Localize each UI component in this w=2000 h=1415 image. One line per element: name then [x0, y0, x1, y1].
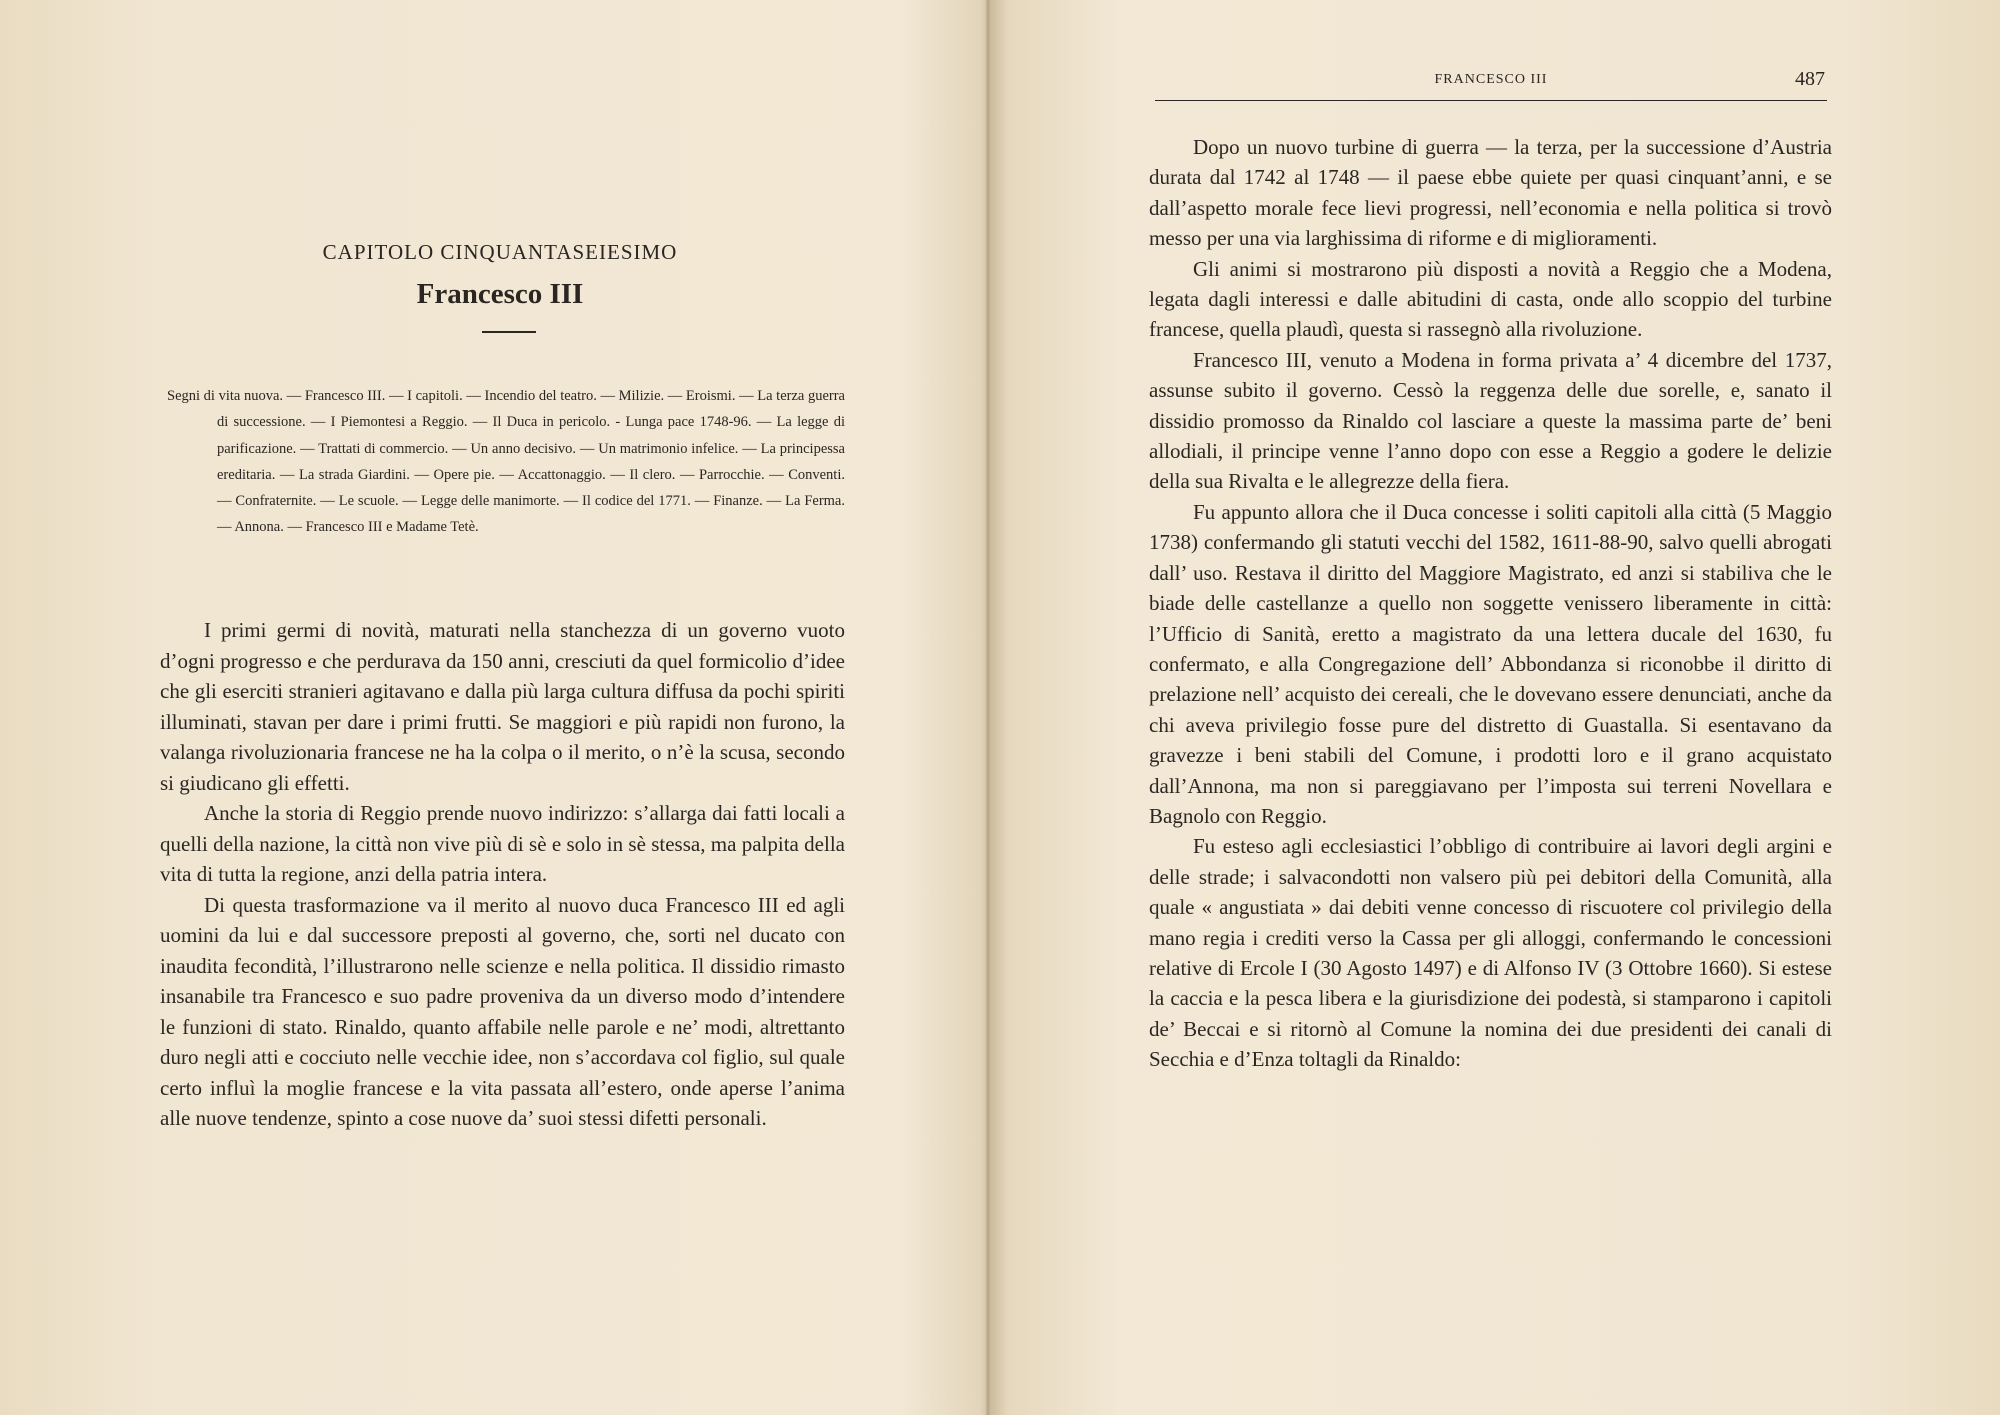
right-page-body [1149, 132, 1832, 1075]
chapter-label: CAPITOLO CINQUANTASEIESIMO [322, 240, 678, 264]
paragraph: Gli animi si mostrarono più disposti a novità a Reggio che a Modena, legata dagli interessi e dalle abitudini di casta, onde allo scoppio del turbine francese, quella plaudì, questa si rassegnò alla rivoluzione. [1149, 256, 1832, 342]
running-head-rule [1155, 100, 1827, 101]
left-page-body [160, 615, 845, 1134]
chapter-title-rule [482, 331, 536, 333]
right-page [991, 0, 2000, 1415]
paragraph: Francesco III, venuto a Modena in forma privata a’ 4 dicembre del 1737, assunse subito il governo. Cessò la reggenza delle due sorelle, e, sanato il dissidio promosso da Rinaldo col lasciare a queste la massima parte de’ beni allodiali, il principe venne l’anno dopo con esse a Reggio a godere le delizie della sua Rivalta e le allegrezze della fiera. [1149, 347, 1832, 494]
paragraph: Fu esteso agli ecclesiastici l’obbligo di contribuire ai lavori degli argini e delle strade; i salvacondotti non valsero più pei debitori della Comunità, alla quale « angustiata » dai debiti venne concesso di riscuotere col privilegio della mano regia i crediti verso la Cassa per gli alloggi, confermando le concessioni relative di Ercole I (30 Agosto 1497) e di Alfonso IV (3 Ottobre 1660). Si estese la caccia e la pesca libera e la giurisdizione dei podestà, si stamparono i capitoli de’ Beccai e si ritornò al Comune la nomina dei due presidenti dei canali di Secchia e d’Enza toltagli da Rinaldo: [1149, 834, 1832, 1072]
chapter-title: Francesco III [416, 278, 584, 310]
paragraph: Fu appunto allora che il Duca concesse i soliti capitoli alla città (5 Maggio 1738) confermando gli statuti vecchi del 1582, 1611-88-90, salvo quelli abrogati dall’ uso. Restava il diritto del Maggiore Magistrato, ed anzi si stabiliva che le biade delle castellanze a quello non soggette venissero liberamente in città: l’Ufficio di Sanità, eretto a magistrato da una lettera ducale del 1630, fu confermato, e alla Congregazione dell’ Abbondanza si riconobbe il diritto di prelazione nell’ acquisto dei cereali, che le dovevano essere denunciati, anche da chi aveva privilegio fosse pure del distretto di Guastalla. Si esentavano da gravezze i beni stabili del Comune, i prodotti loro e il grano acquistato dall’Annona, ma non si pareggiavano per l’imposta sui terreni Novellara e Bagnolo con Reggio. [1149, 499, 1832, 828]
chapter-summary: Segni di vita nuova. — Francesco III. — I capitoli. — Incendio del teatro. — Milizie. — Eroismi. — La terza guerra di successione. — I Piemontesi a Reggio. — Il Duca in pericolo. - Lunga pace 1748-96. — La legge di parificazione. — Trattati di commercio. — Un anno decisivo. — Un matrimonio infelice. — La principessa ereditaria. — La strada Giardini. — Opere pie. — Accattonaggio. — Il clero. — Parrocchie. — Conventi. — Confraternite. — Le scuole. — Legge delle manimorte. — Il codice del 1771. — Finanze. — La Ferma. — Annona. — Francesco III e Madame Tetè. [167, 388, 845, 536]
running-head: FRANCESCO III [1434, 72, 1548, 87]
paragraph: I primi germi di novità, maturati nella stanchezza di un governo vuoto d’ogni progresso e che perdurava da 150 anni, cresciuti da quel formicolio d’idee che gli eserciti stranieri agitavano e dalla più larga cultura diffusa da pochi spiriti illuminati, stavan per dare i primi frutti. Se maggiori e più rapidi non furono, la valanga rivoluzionaria francese ne ha la colpa o il merito, o n’è la scusa, secondo si giudicano gli effetti. [160, 618, 845, 795]
page-number: 487 [1795, 68, 1825, 90]
paragraph: Dopo un nuovo turbine di guerra — la terza, per la successione d’Austria durata dal 1742 al 1748 — il paese ebbe quiete per quasi cinquant’anni, e se dall’aspetto morale fece lievi progressi, nell’economia e nella politica si trovò messo per una via larghissima di riforme e di miglioramenti. [1149, 135, 1832, 251]
left-page [0, 0, 985, 1415]
paragraph: Di questa trasformazione va il merito al nuovo duca Francesco III ed agli uomini da lui e dal successore preposti al governo, che, sorti nel ducato con inaudita fecondità, l’illustrarono nelle scienze e nella politica. Il dissidio rimasto insanabile tra Francesco e suo padre proveniva da un diverso modo d’intendere le funzioni di stato. Rinaldo, quanto affabile nelle parole e ne’ modi, altrettanto duro negli atti e cocciuto nelle vecchie idee, non s’accordava col figlio, sul quale certo influì la moglie francese e la vita passata all’estero, onde aperse l’anima alle nuove tendenze, spinto a cose nuove da’ suoi stessi difetti personali. [160, 892, 845, 1130]
paragraph: Anche la storia di Reggio prende nuovo indirizzo: s’allarga dai fatti locali a quelli della nazione, la città non vive più di sè e solo in sè stessa, ma palpita della vita di tutta la regione, anzi della patria intera. [160, 801, 845, 886]
